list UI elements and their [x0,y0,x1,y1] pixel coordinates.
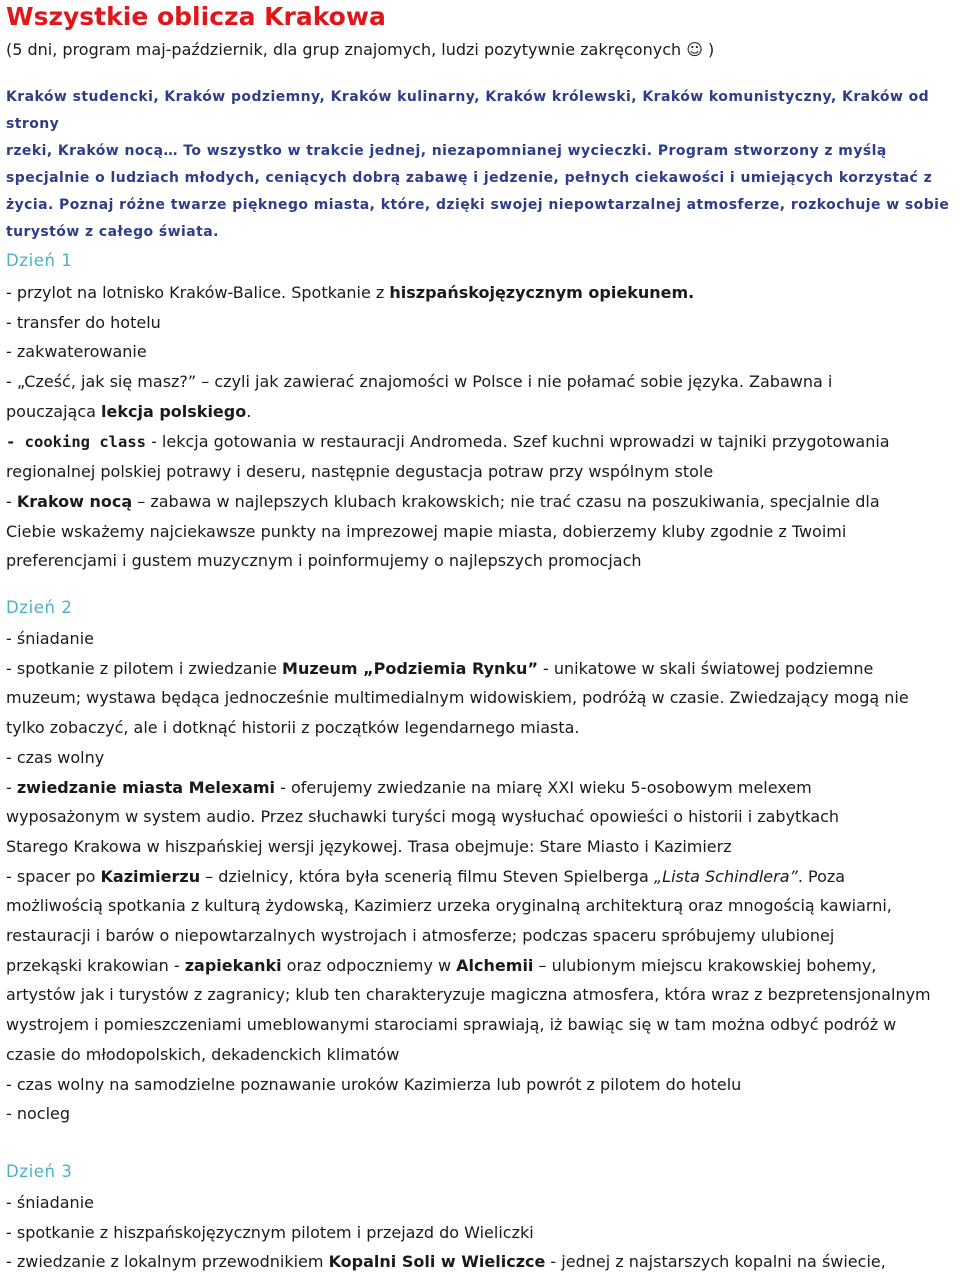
intro-line: życia. Poznaj różne twarze pięknego miasta, które, dzięki swojej niepowtarzalnej atmosferze, rozkochuje w sobie [6,197,950,213]
program-line: pouczająca lekcja polskiego. [6,401,252,421]
program-line: Starego Krakowa w hiszpańskiej wersji językowej. Trasa obejmuje: Stare Miasto i Kazimierz [6,836,732,856]
document-subtitle: (5 dni, program maj-październik, dla grup znajomych, ludzi pozytywnie zakręconych ☺ ) [6,40,715,59]
program-line: - czas wolny [6,747,105,767]
program-line: - przylot na lotnisko Kraków-Balice. Spotkanie z hiszpańskojęzycznym opiekunem. [6,283,695,302]
program-line: - spotkanie z pilotem i zwiedzanie Muzeum „Podziemia Rynku” - unikatowe w skali światowej podziemne [6,658,874,678]
day-2-heading: Dzień 2 [6,598,73,617]
program-line: czasie do młodopolskich, dekadenckich klimatów [6,1044,400,1064]
document-title: Wszystkie oblicza Krakowa [6,2,386,31]
program-line: tylko zobaczyć, ale i dotknąć historii z początków legendarnego miasta. [6,718,580,738]
program-line: - zwiedzanie miasta Melexami - oferujemy zwiedzanie na miarę XXI wieku 5-osobowym melexem [6,777,812,797]
intro-line: rzeki, Kraków nocą… To wszystko w trakcie jednej, niezapomnianej wycieczki. Program stworzony z myślą [6,143,887,159]
program-line: - zakwaterowanie [6,342,147,362]
program-line: przekąski krakowian - zapiekanki oraz odpoczniemy w Alchemii – ulubionym miejscu krakowskiej bohemy, [6,955,877,975]
program-line: restauracji i barów o niepowtarzalnych wystrojach i atmosferze; podczas spaceru spróbujemy ulubionej [6,926,835,946]
program-line: możliwością spotkania z kulturą żydowską, Kazimierz urzeka oryginalną architekturą oraz mnogością kawiarni, [6,896,892,916]
program-line: wystrojem i pomieszczeniami umeblowanymi starociami sprawiają, iż bawiąc się w tam można odbyć podróż w [6,1015,897,1035]
program-line: - nocleg [6,1104,71,1124]
program-line: - śniadanie [6,629,94,648]
program-line: - transfer do hotelu [6,312,161,332]
intro-paragraph [6,84,958,246]
day-1-heading: Dzień 1 [6,251,73,270]
program-line: Ciebie wskażemy najciekawsze punkty na imprezowej mapie miasta, dobierzemy kluby zgodnie z Twoimi [6,521,847,541]
program-line: regionalnej polskiej potrawy i deseru, następnie degustacja potraw przy wspólnym stole [6,462,714,482]
day-3-program [6,1188,956,1277]
program-line: - czas wolny na samodzielne poznawanie uroków Kazimierza lub powrót z pilotem do hotelu [6,1074,742,1094]
program-line: - śniadanie [6,1193,94,1212]
program-line: - spotkanie z hiszpańskojęzycznym pilotem i przejazd do Wieliczki [6,1222,534,1242]
program-line: - cooking class - lekcja gotowania w restauracji Andromeda. Szef kuchni wprowadzi w tajniki przygotowania [6,431,890,451]
day-2-program [6,624,956,1129]
program-line: - spacer po Kazimierzu – dzielnicy, która była scenerią filmu Steven Spielberga „Lista Schindlera”. Poza [6,866,846,886]
program-line: preferencjami i gustem muzycznym i poinformujemy o najlepszych promocjach [6,551,642,571]
intro-line: specjalnie o ludziach młodych, ceniących dobrą zabawę i jedzenie, pełnych ciekawości i umiejących korzystać z [6,170,933,186]
program-line: artystów jak i turystów z zagranicy; klub ten charakteryzuje magiczna atmosfera, która wraz z bezpretensjonalnym [6,985,931,1005]
program-line: wyposażonym w system audio. Przez słuchawki turyści mogą wysłuchać opowieści o historii i zabytkach [6,807,840,827]
program-line: muzeum; wystawa będąca jednocześnie multimedialnym widowiskiem, podróżą w czasie. Zwiedzający mogą nie [6,688,909,708]
program-line: - Krakow nocą – zabawa w najlepszych klubach krakowskich; nie trać czasu na poszukiwania, specjalnie dla [6,491,880,511]
intro-line: turystów z całego świata. [6,224,219,240]
program-line: - „Cześć, jak się masz?” – czyli jak zawierać znajomości w Polsce i nie połamać sobie języka. Zabawna i [6,372,833,392]
program-line: - zwiedzanie z lokalnym przewodnikiem Kopalni Soli w Wieliczce - jednej z najstarszych kopalni na świecie, [6,1252,886,1272]
day-3-heading: Dzień 3 [6,1162,73,1181]
intro-line: Kraków studencki, Kraków podziemny, Kraków kulinarny, Kraków królewski, Kraków komunistyczny, Kraków od strony [6,89,930,132]
day-1-program [6,278,956,576]
